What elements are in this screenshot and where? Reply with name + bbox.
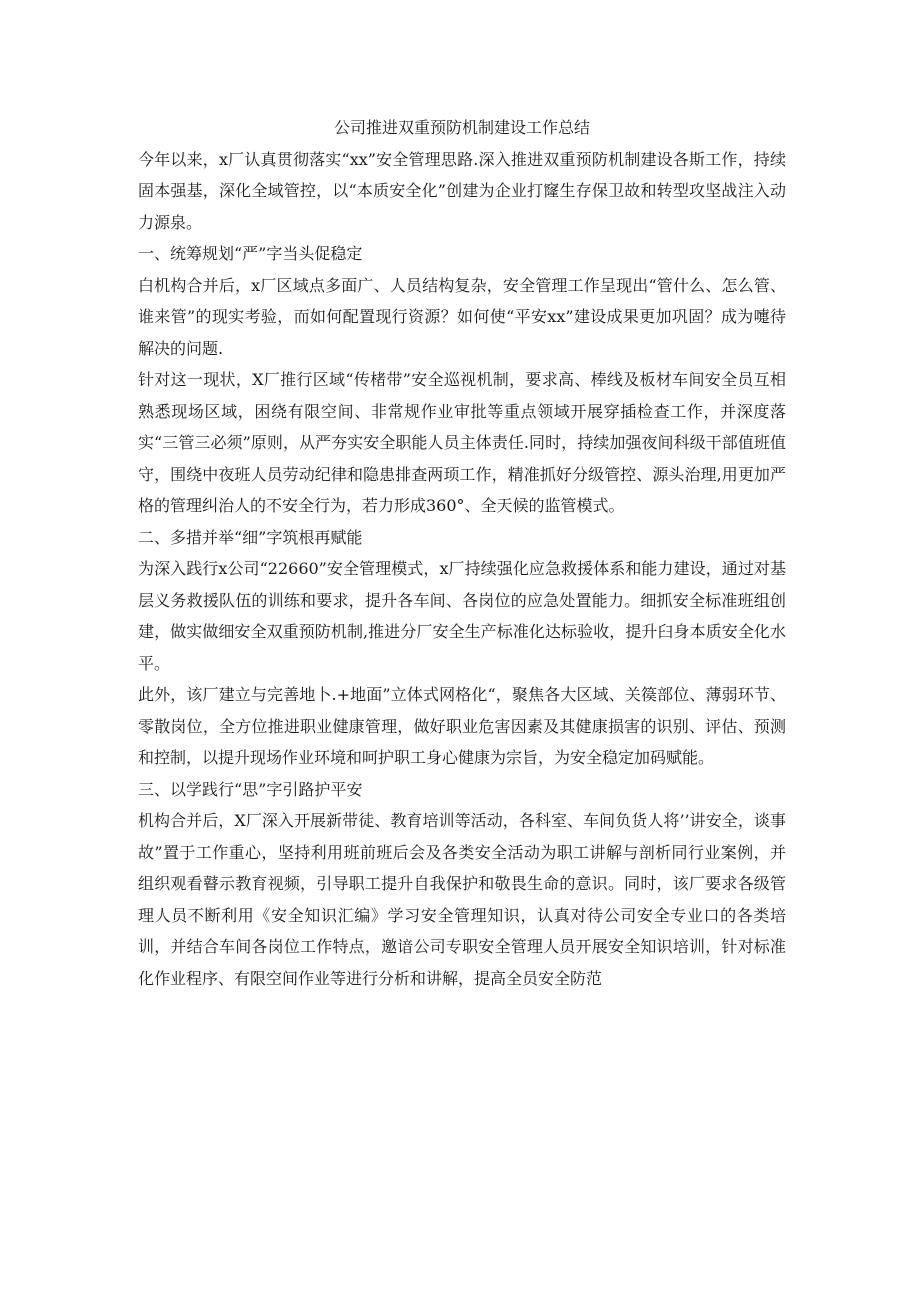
section-1-heading: 一、统筹规划“严”字当头促稳定: [138, 244, 363, 263]
section-3-heading: 三、以学践行“思”字引路护平安: [138, 779, 363, 799]
document-page: [138, 112, 786, 994]
section-2-heading: 二、多措并举“细”字筑根再赋能: [138, 527, 363, 547]
section-2-paragraph-1: 为深入践行x公司“22660”安全管理模式，x厂持续强化应急救援体系和能力建设，通过对基层义务救援队伍的训练和要求，提升各车间、各岗位的应急处置能力。细抓安全标准班组创建，做实做细安全双重预防机制,推进分厂安全生产标准化达标验收，提升臼身本质安全化水平。: [138, 559, 786, 673]
section-1-paragraph-2: 针对这一现状，X厂推行区域“传楮带”安全巡视机制，要求高、棒线及板材车间安全员互相熟悉现场区域，困绕有限空间、非常规作业审批等重点领域开展穿插检查工作，并深度落实“三管三必须”原则，从严夯实安全职能人员主体责任.同时，持续加强夜间科级干部值班值守，围绕中夜班人员劳动纪律和隐患排查两顼工作，精准抓好分级管控、源头治理,用更加严格的管理纠治人的不安全行为，若力形成360°、全天候的监管模式。: [138, 370, 786, 515]
intro-paragraph: 今年以来，x厂认真贯彻落实“xx”安全管理思路.深入推进双重预防机制建设各斯工作，持续固本强基，深化全域管控，以“本质安全化”创建为企业打窿生存保卫故和转型攻坚战注入动力源泉。: [138, 149, 786, 232]
document-title: 公司推进双重预防机制建设工作总结: [333, 118, 590, 137]
section-3-paragraph-1: 机构合并后，X厂深入开展新带徒、教育培训等活动，各科室、车间负货人将’’讲安全，谈事故”置于工作重心，坚持利用班前班后会及各类安全活动为职工讲解与剖析同行业案例，并组织观看瞽示教育视频，引导职工提升自我保护和敬畏生命的意识。同时，该厂要求各级管理人员不断利用《安全知识汇编》学习安全管理知识，认真对待公司安全专业口的各类培训，并结合车间各岗位工作特点，邀谙公司专职安全管理人员开展安全知识培训，针对标准化作业程序、有限空间作业等进行分析和讲解，提高全员安全防范: [138, 811, 786, 988]
section-2-paragraph-2: 此外，该厂建立与完善地卜.+地面”立体式网格化“，聚焦各大区域、关篌部位、薄弱环节、零散岗位，全方位推进职业健康管理，做好职业危害因素及其健康损害的识别、评估、预测和控制，以提升现场作业环境和呵护职工身心健康为宗旨，为安全稳定加码赋能。: [138, 685, 786, 767]
section-1-paragraph-1: 白机构合并后，x厂区域点多面广、人员结构复杂，安全管理工作呈现出“管什么、怎么管、谁来管”的现实考验，而如何配置现行资源？如何使“平安xx”建设成果更加巩固？成为嚏待解决的问题.: [138, 275, 786, 358]
